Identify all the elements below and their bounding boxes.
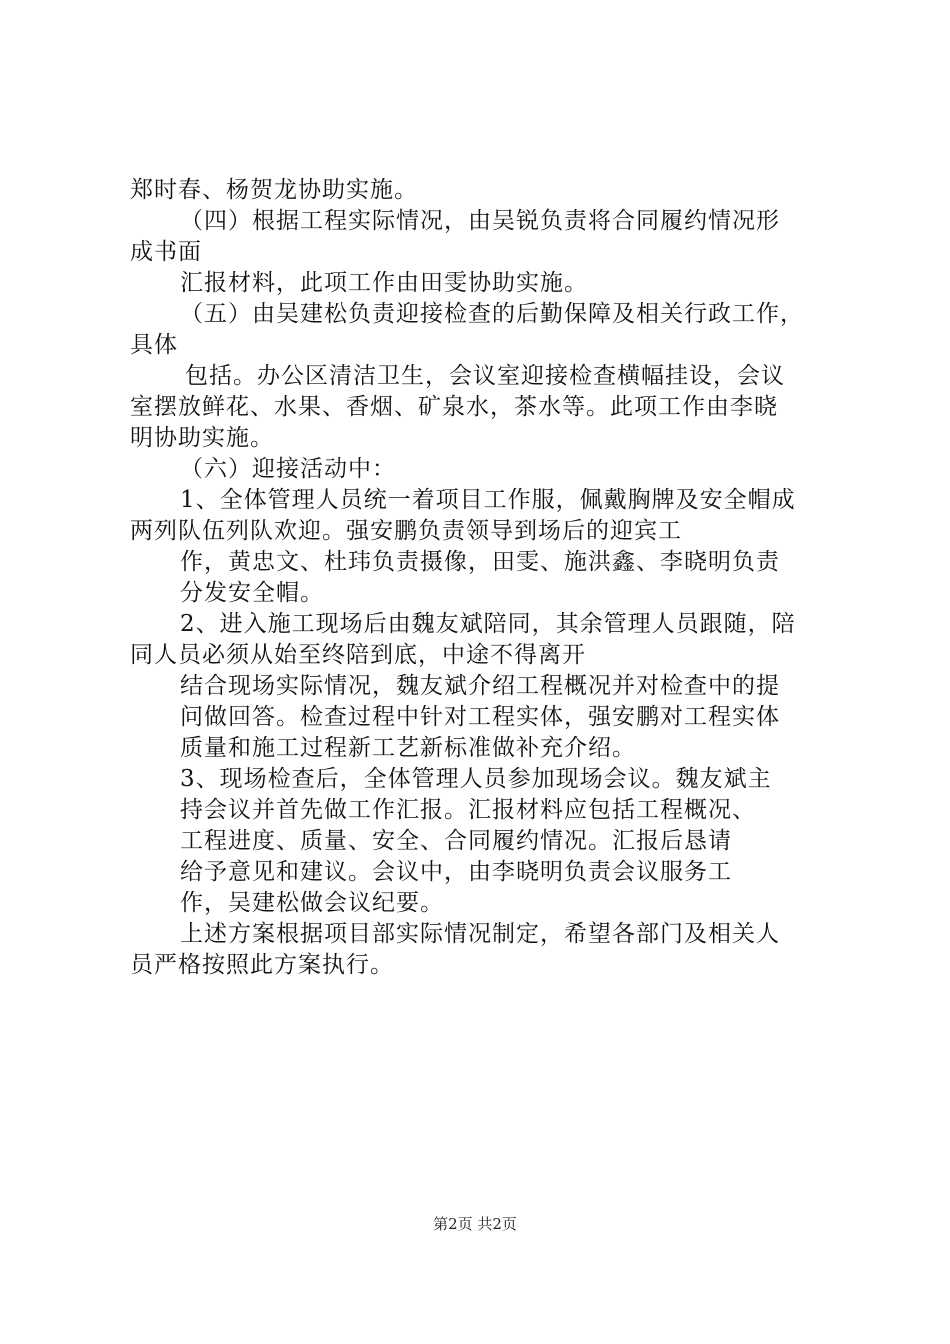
text-line: 分发安全帽。 [180,580,324,606]
text-line: 同人员必须从始至终陪到底，中途不得离开 [130,642,586,668]
text-line: 给予意见和建议。会议中，由李晓明负责会议服务工 [180,859,732,885]
text-line: 结合现场实际情况，魏友斌介绍工程概况并对检查中的提 [180,673,780,699]
text-line: 汇报材料，此项工作由田雯协助实施。 [180,270,588,296]
text-line: 室摆放鲜花、水果、香烟、矿泉水，茶水等。此项工作由李晓 [130,394,778,420]
text-line: （六）迎接活动中： [180,456,396,482]
text-line: 2、进入施工现场后由魏友斌陪同，其余管理人员跟随，陪 [180,611,796,637]
text-line: 作，黄忠文、杜玮负责摄像，田雯、施洪鑫、李晓明负责 [180,549,780,575]
text-line: 3、现场检查后，全体管理人员参加现场会议。魏友斌主 [180,766,772,792]
text-line: 员严格按照此方案执行。 [130,952,394,978]
text-line: 1、全体管理人员统一着项目工作服，佩戴胸牌及安全帽成 [180,487,796,513]
text-line: 成书面 [130,239,202,265]
text-line: （四）根据工程实际情况，由吴锐负责将合同履约情况形 [180,208,780,234]
text-line: 作，吴建松做会议纪要。 [180,890,444,916]
text-line: 两列队伍列队欢迎。强安鹏负责领导到场后的迎宾工 [130,518,682,544]
text-line: 包括。办公区清洁卫生，会议室迎接检查横幅挂设，会议 [185,363,785,389]
text-line: 质量和施工过程新工艺新标准做补充介绍。 [180,735,636,761]
text-line: 明协助实施。 [130,425,274,451]
text-line: 工程进度、质量、安全、合同履约情况。汇报后恳请 [180,828,732,854]
text-line: 上述方案根据项目部实际情况制定，希望各部门及相关人 [180,921,780,947]
text-line: 问做回答。检查过程中针对工程实体，强安鹏对工程实体 [180,704,780,730]
text-line: 郑时春、杨贺龙协助实施。 [130,177,418,203]
page-number-footer: 第2页 共2页 [433,1215,517,1233]
text-line: 持会议并首先做工作汇报。汇报材料应包括工程概况、 [180,797,756,823]
text-line: （五）由吴建松负责迎接检查的后勤保障及相关行政工作， [180,301,804,327]
text-line: 具体 [130,332,178,358]
